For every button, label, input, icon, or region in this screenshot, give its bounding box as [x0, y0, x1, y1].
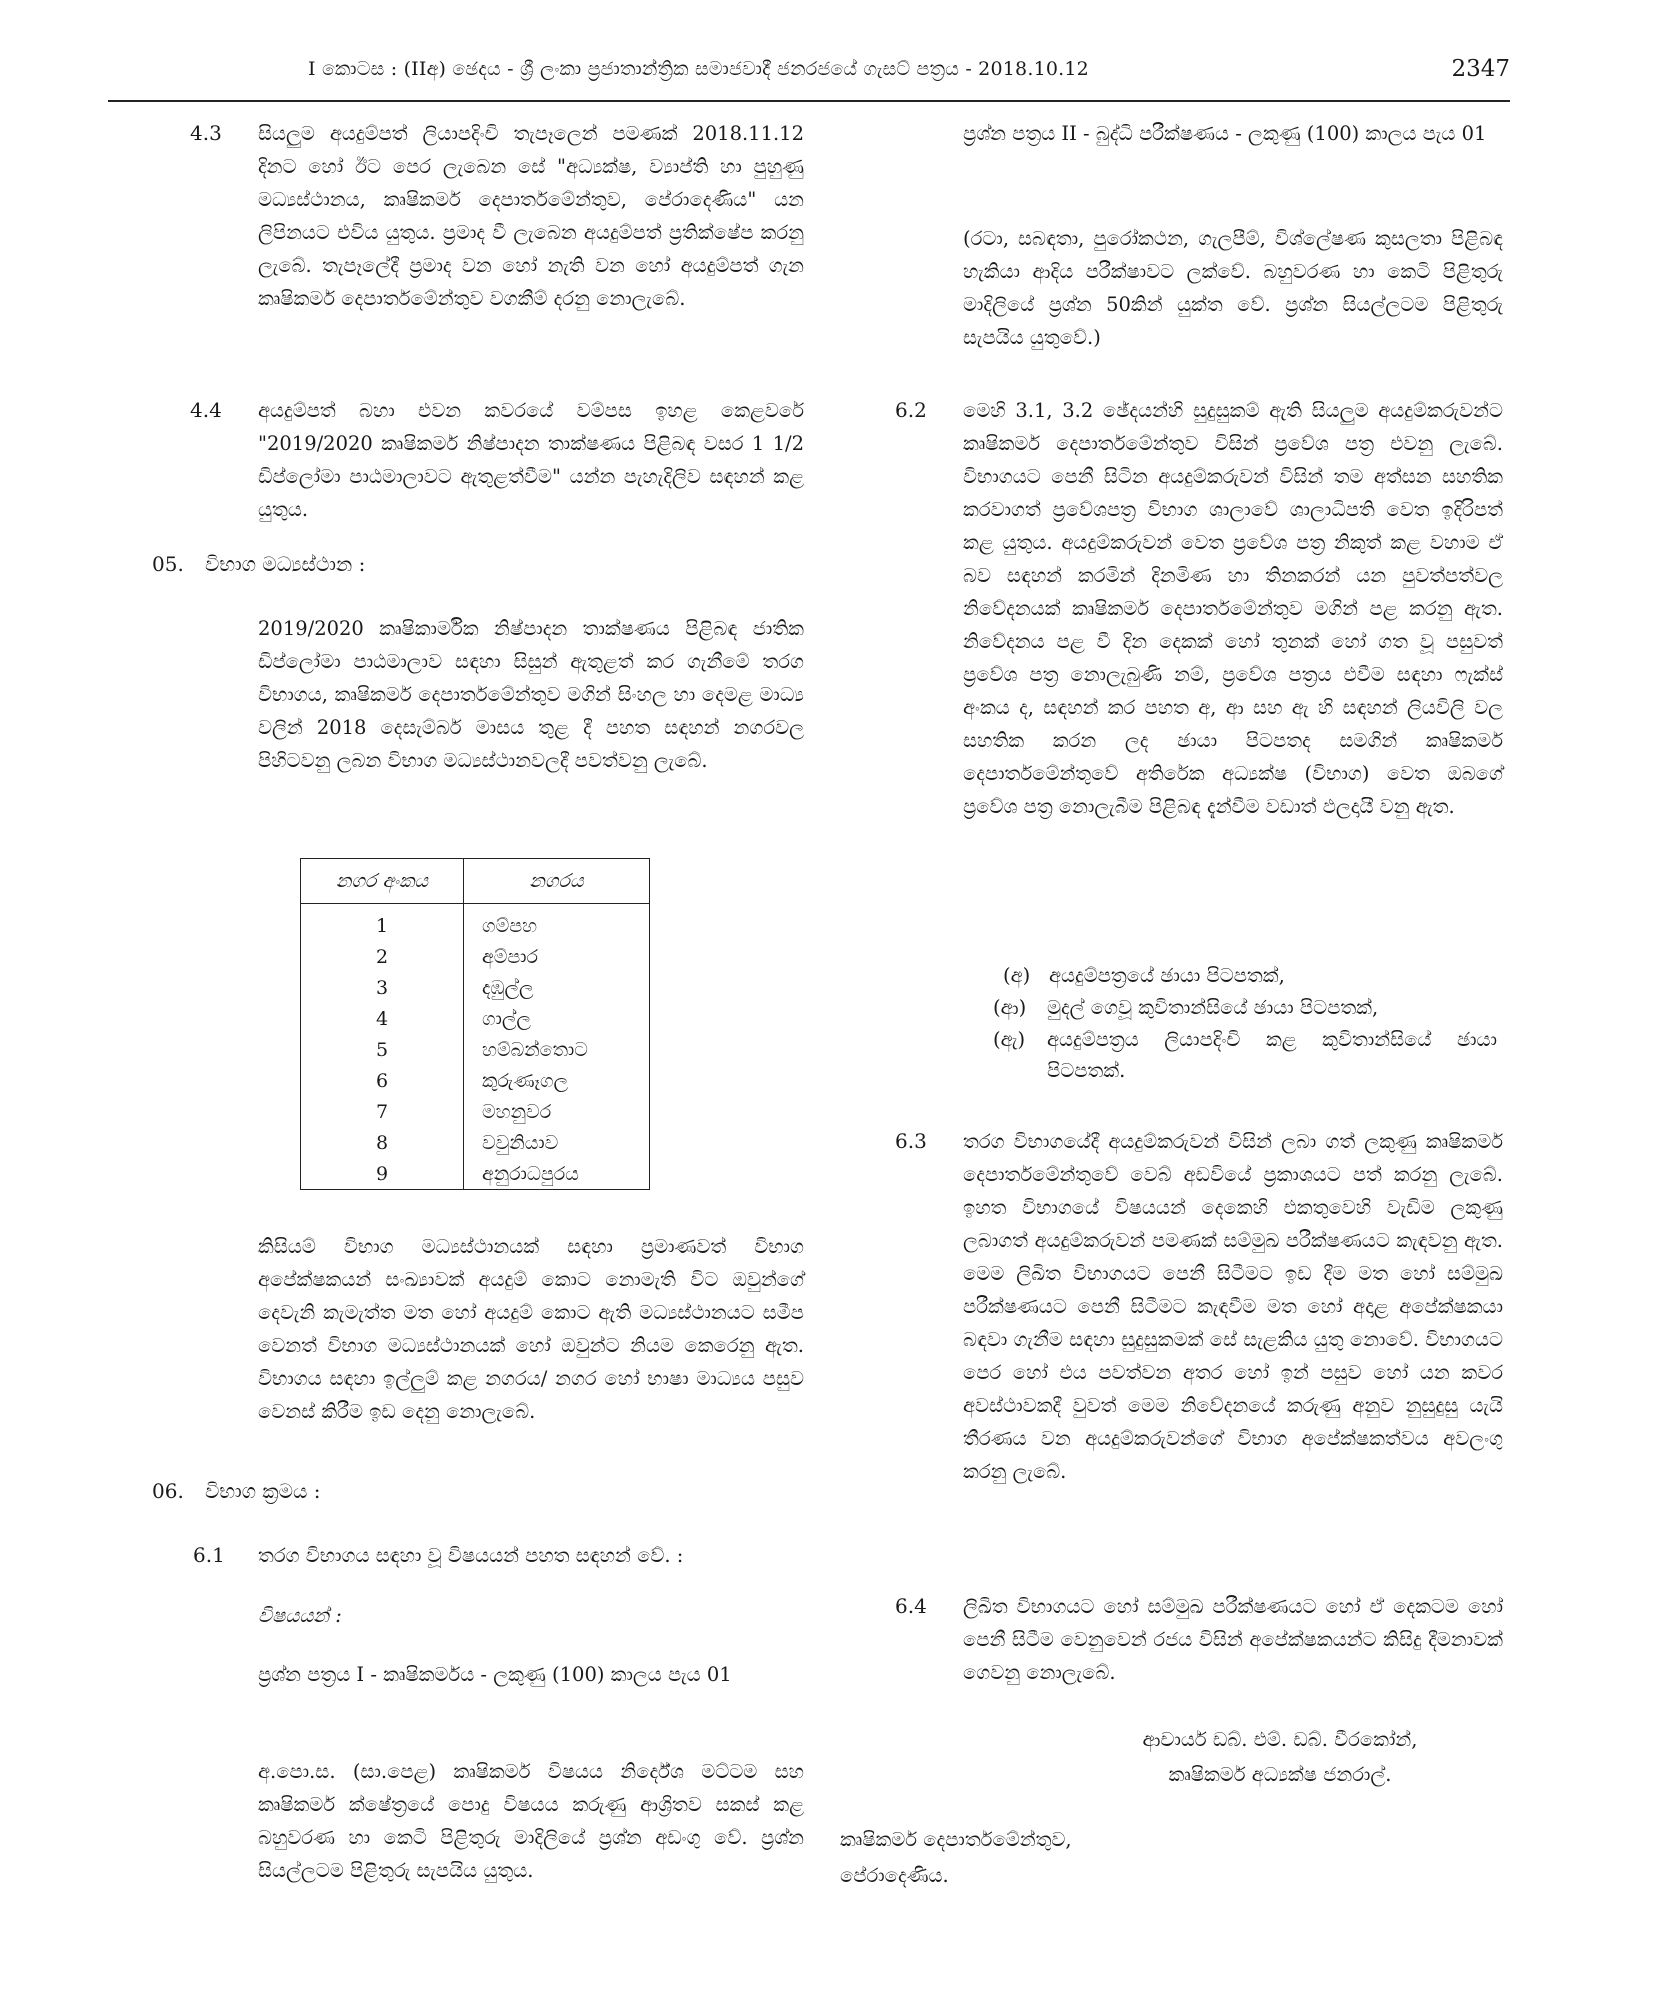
- list-text: මුදල් ගෙවූ කුවිතාන්සියේ ඡායා පිටපතක්,: [1047, 996, 1379, 1019]
- section-6-3-text: තරග විභාගයේදී අයදුම්කරුවන් විසින් ලබා ගත් ලකුණු කෘෂිකර්ම දෙපාර්තමේන්තුවේ වෙබ් අඩවියේ ප්‍රකාශයට පත් කරනු ලැබේ. ඉහත විභාගයේ විෂයයන් දෙකෙහි එකතුවෙහි වැඩිම ලකුණු ලබාගත් අයදුම්කරුවන් පමණක් සම්මුඛ පරීක්ෂණයට කැඳවනු ඇත. මෙම ලිඛිත විභාගයට පෙනී සිටීමට ඉඩ දීම මත හෝ සම්මුඛ පරීක්ෂණයට පෙනී සිටීමට කැඳවීම මත හෝ අදාළ අපේක්ෂකයා බඳවා ගැනීම සඳහා සුදුසුකමක් සේ සැළකිය යුතු නොවේ. විභාගයට පෙර හෝ එය පවත්වන අතර හෝ ඉන් පසුව හෝ යන කවර අවස්ථාවකදී වුවත් මෙම නිවේදනයේ කරුණු අනුව නුසුදුසු යැයි තීරණය වන අයදුම්කරුවන්ගේ විභාග අපේක්ෂකත්වය අවලංගු කරනු ලැබේ.: [963, 1130, 1503, 1483]
- column-header-town-number: නගර අංකය: [301, 859, 464, 904]
- address-line: කෘෂිකර්ම දෙපාර්තමේන්තුව,: [840, 1828, 1072, 1851]
- town-number: 3: [301, 972, 464, 1003]
- town-number: 4: [301, 1003, 464, 1034]
- table-row: [301, 1034, 650, 1065]
- exam-centre-note: කිසියම් විභාග මධ්‍යස්ථානයක් සඳහා ප්‍රමාණවත් විභාග අපේක්ෂකයන් සංඛ්‍යාවක් අයදුම් කොට නොමැති විට ඔවුන්ගේ දෙවැනි කැමැත්ත මත හෝ අයදුම් කොට ඇති මධ්‍යස්ථානයට සමීප වෙනත් විභාග මධ්‍යස්ථානයක් හෝ ඔවුන්ට නියම කෙරෙනු ඇත. විභාගය සඳහා ඉල්ලුම් කළ නගරය/ නගර හෝ භාෂා මාධ්‍යය පසුව වෙනස් කිරීම ඉඩ දෙනු නොලැබේ.: [258, 1235, 804, 1423]
- list-item: [993, 1024, 1503, 1094]
- section-4-3-text: සියලුම අයදුම්පත් ලියාපදිංචි තැපෑලෙන් පමණක් 2018.11.12 දිනට හෝ ඊට පෙර ලැබෙන සේ "අධ්‍යක්ෂ, ව්‍යාප්ති හා පුහුණු මධ්‍යස්ථානය, කෘෂිකර්ම දෙපාර්තමේන්තුව, පේරාදෙණිය" යන ලිපිනයට එවිය යුතුය. ප්‍රමාද වී ලැබෙන අයදුම්පත් ප්‍රතික්ෂේප කරනු ලැබේ. තැපෑලේදී ප්‍රමාද වන හෝ නැති වන හෝ අයදුම්පත් ගැන කෘෂිකර්ම දෙපාර්තමේන්තුව වගකීම් දරනු නොලැබේ.: [258, 122, 804, 310]
- section-number-6-3: 6.3: [895, 1129, 927, 1153]
- table-row: [301, 941, 650, 972]
- gazette-header: [108, 52, 1510, 102]
- address-line: පේරාදෙණිය.: [840, 1864, 949, 1887]
- table-row: [301, 904, 650, 942]
- paper-1-title: ප්‍රශ්න පත්‍රය I - කෘෂිකර්මය - ලකුණු (100) කාලය පැය 01: [258, 1663, 732, 1686]
- table-row: [301, 1065, 650, 1096]
- list-marker: (අ): [1003, 964, 1031, 987]
- signatory-title: කෘෂිකර්ම අධ්‍යක්ෂ ජනරාල්.: [1168, 1763, 1392, 1786]
- town-name: ගාල්ල: [464, 1003, 650, 1034]
- section-number-4-3: 4.3: [190, 121, 222, 145]
- table-row: [301, 1158, 650, 1190]
- table-row: [301, 972, 650, 1003]
- section-06-heading: විභාග ක්‍රමය :: [205, 1479, 321, 1503]
- paper-2-title: ප්‍රශ්න පත්‍රය II - බුද්ධි පරීක්ෂණය - ලකුණු (100) කාලය පැය 01: [963, 122, 1487, 145]
- section-6-2-text: මෙහි 3.1, 3.2 ඡේදයන්හි සුදුසුකම් ඇති සියලුම අයදුම්කරුවන්ට කෘෂිකර්ම දෙපාර්තමේන්තුව විසින් ප්‍රවේශ පත්‍ර එවනු ලැබේ. විභාගයට පෙනී සිටින අයදුම්කරුවන් විසින් තම අත්සන සහතික කරවාගත් ප්‍රවේශපත්‍ර විභාග ශාලාවේ ශාලාධිපති වෙත ඉදිරිපත් කළ යුතුය. අයදුම්කරුවන් වෙත ප්‍රවේශ පත්‍ර නිකුත් කළ වහාම ඒ බව සඳහන් කරමින් දිනමිණ හා තිනකරන් යන පුවත්පත්වල නිවේදනයක් කෘෂිකර්ම දෙපාර්තමේන්තුව මගින් පළ කරනු ඇත. නිවේදනය පළ වී දින දෙකක් හෝ තුනක් හෝ ගත වූ පසුවත් ප්‍රවේශ පත්‍ර නොලැබුණි නම්, ප්‍රවේශ පත්‍රය එවීම සඳහා ෆැක්ස් අංකය ද, සඳහන් කර පහත අ, ආ සහ ඇ හි සඳහන් ලියවිලි වල සහතික කරන ලද ඡායා පිටපතද සමගින් කෘෂිකර්ම දෙපාර්තමේන්තුවේ අතිරේක අධ්‍යක්ෂ (විභාග) වෙත ඔබගේ ප්‍රවේශ පත්‍ර නොලැබීම පිළිබඳ දැන්වීම වඩාත් ඵලදායී වනු ඇත.: [963, 399, 1503, 818]
- section-number-6-2: 6.2: [895, 398, 927, 422]
- town-name: අනුරාධපුරය: [464, 1158, 650, 1190]
- subjects-label: විෂයයන් :: [258, 1604, 342, 1627]
- list-text: අයදුම්පත්‍රයේ ඡායා පිටපතක්,: [1049, 964, 1285, 987]
- section-05-text: 2019/2020 කෘෂිකාර්මික නිෂ්පාදන තාක්ෂණය පිළිබඳ ජාතික ඩිප්ලෝමා පාඨමාලාව සඳහා සිසුන් ඇතුළත් කර ගැනීමේ තරග විභාගය, කෘෂිකර්ම දෙපාර්තමේන්තුව මගින් සිංහල හා දෙමළ මාධ්‍ය වලින් 2018 දෙසැම්බර් මාසය තුළ දී පහත සඳහන් නගරවල පිහිටවනු ලබන විභාග මධ්‍යස්ථානවලදී පවත්වනු ලැබේ.: [258, 617, 804, 772]
- town-name: ගම්පහ: [464, 904, 650, 942]
- town-name: අම්පාර: [464, 941, 650, 972]
- column-header-town: නගරය: [464, 859, 650, 904]
- list-text: අයදුම්පත්‍රය ලියාපදිංචි කළ කුවිතාන්සියේ ඡායා පිටපතක්.: [1047, 1028, 1497, 1082]
- list-marker: (ඇ): [993, 1028, 1026, 1051]
- town-number: 1: [301, 904, 464, 942]
- town-number: 9: [301, 1158, 464, 1190]
- town-name: හම්බන්තොට: [464, 1034, 650, 1065]
- town-number: 5: [301, 1034, 464, 1065]
- section-number-6-4: 6.4: [895, 1594, 927, 1618]
- section-05-heading: විභාග මධ්‍යස්ථාන :: [205, 552, 366, 576]
- section-4-4-text: අයදුම්පත් බහා එවන කවරයේ වම්පස ඉහළ කෙළවරේ "2019/2020 කෘෂිකර්ම නිෂ්පාදන තාක්ෂණය පිළිබඳ වසර 1 1/2 ඩිප්ලෝමා පාඨමාලාවට ඇතුළත්වීම" යන්න පැහැදිලිව සඳහන් කළ යුතුය.: [258, 399, 804, 521]
- table-header-row: [301, 859, 650, 904]
- town-name: දඹුල්ල: [464, 972, 650, 1003]
- address-block: [840, 1822, 1260, 1894]
- section-number-05: 05.: [152, 552, 184, 576]
- town-name: මහනුවර: [464, 1096, 650, 1127]
- table-row: [301, 1003, 650, 1034]
- town-name: වවුනියාව: [464, 1127, 650, 1158]
- town-number: 2: [301, 941, 464, 972]
- list-marker: (ආ): [993, 996, 1027, 1019]
- section-number-06: 06.: [152, 1479, 184, 1503]
- town-number: 6: [301, 1065, 464, 1096]
- paper-1-description: අ.පො.ස. (සා.පෙළ) කෘෂිකර්ම විෂයය නිර්දේශ මට්ටම සහ කෘෂිකර්ම ක්ෂේත්‍රයේ පොදු විෂයය කරුණු ආශ්‍රිතව සකස් කළ බහුවරණ හා කෙටි පිළිතුරු මාදිලියේ ප්‍රශ්න අඩංගු වේ. ප්‍රශ්න සියල්ලටම පිළිතුරු සැපයිය යුතුය.: [258, 1760, 804, 1882]
- signatory-name: ආචාර්ය ඩබ්. එම්. ඩබ්. වීරකෝන්,: [1142, 1728, 1418, 1751]
- table-row: [301, 1127, 650, 1158]
- exam-centres-table: [300, 858, 650, 1190]
- header-title: I කොටස : (IIඅ) ඡෙදය - ශ්‍රී ලංකා ප්‍රජාතාන්ත්‍රික සමාජවාදී ජනරජයේ ගැසට් පත්‍රය - 2018.10.12: [308, 58, 1089, 80]
- town-name: කුරුණෑගල: [464, 1065, 650, 1096]
- section-number-4-4: 4.4: [190, 398, 222, 422]
- table-row: [301, 1096, 650, 1127]
- town-number: 8: [301, 1127, 464, 1158]
- section-number-6-1: 6.1: [193, 1543, 225, 1567]
- section-6-4-text: ලිඛිත විභාගයට හෝ සම්මුඛ පරීක්ෂණයට හෝ ඒ දෙකටම හෝ පෙනී සිටීම වෙනුවෙන් රජය විසින් අපේක්ෂකයන්ට කිසිදු දීමනාවක් ගෙවනු නොලැබේ.: [963, 1595, 1503, 1684]
- signature-block: [1090, 1722, 1470, 1792]
- paper-2-description: (රටා, සබඳතා, පුරෝකථන, ගැලපීම්, විශ්ලේෂණ කුසලතා පිළිබඳ හැකියා ආදිය පරීක්ෂාවට ලක්වේ. බහුවරණ හා කෙටි පිළිතුරු මාදිලියේ ප්‍රශ්න 50කින් යුක්ත වේ. ප්‍රශ්න සියල්ලටම පිළිතුරු සැපයිය යුතුවේ.): [963, 227, 1503, 349]
- page-number: 2347: [1451, 56, 1510, 82]
- section-6-1-text: තරග විභාගය සඳහා වූ විෂයයන් පහත සඳහන් වේ. :: [258, 1544, 684, 1567]
- town-number: 7: [301, 1096, 464, 1127]
